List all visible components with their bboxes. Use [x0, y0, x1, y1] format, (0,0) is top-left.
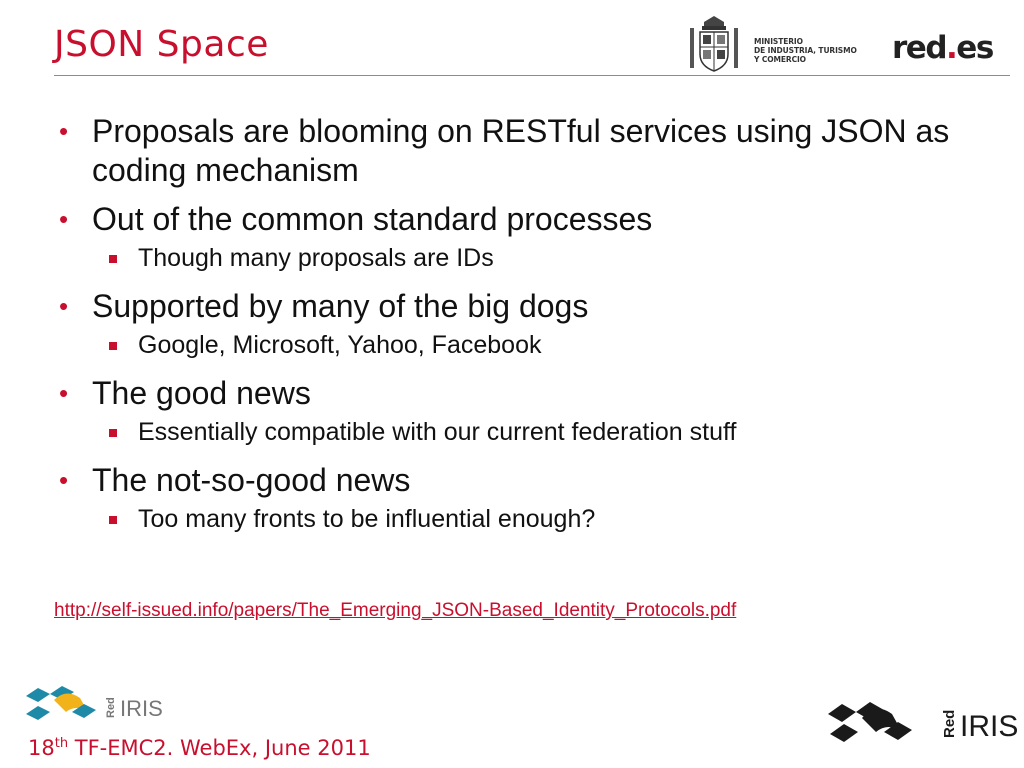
- bullet-text: The good news: [92, 375, 311, 411]
- logo-small-red-text: Red: [105, 697, 117, 718]
- redes-logo-main: red: [892, 30, 947, 66]
- ministry-line: MINISTERIO: [754, 37, 803, 46]
- ministry-name: [754, 37, 879, 64]
- ministry-logo: [688, 14, 878, 74]
- bullet-marker: •: [59, 291, 69, 321]
- bullet-item: [54, 287, 994, 326]
- rediris-logo-small: [24, 682, 164, 726]
- bullet-item: [54, 200, 994, 239]
- redes-logo-tld: es: [956, 30, 993, 66]
- footer-superscript: th: [54, 736, 69, 751]
- sub-bullet-marker: [109, 429, 117, 437]
- bullet-item: [54, 461, 994, 500]
- ministry-line: Y COMERCIO: [754, 55, 806, 64]
- bullet-marker: •: [59, 204, 69, 234]
- bullet-marker: •: [59, 465, 69, 495]
- bullet-item: [54, 112, 994, 190]
- sub-bullet-text: Though many proposals are IDs: [138, 244, 494, 272]
- slide-title: JSON Space: [54, 24, 269, 65]
- redes-logo-dot: .: [946, 30, 957, 66]
- bullet-text: The not-so-good news: [92, 462, 411, 498]
- bullet-item: [54, 374, 994, 413]
- sub-bullet-text: Too many fronts to be influential enough?: [138, 505, 596, 533]
- redes-logo: [892, 30, 993, 66]
- footer-suffix: TF-EMC2. WebEx, June 2011: [68, 736, 371, 760]
- footer-caption: [28, 736, 371, 760]
- sub-bullet-marker: [109, 342, 117, 350]
- rediris-logo-large: [826, 694, 1019, 746]
- sub-bullet-item: [54, 330, 994, 360]
- sub-bullet-text: Essentially compatible with our current federation stuff: [138, 418, 737, 446]
- bullet-text: Supported by many of the big dogs: [92, 288, 589, 324]
- ministry-line: DE INDUSTRIA, TURISMO: [754, 46, 857, 55]
- bullet-text: Proposals are blooming on RESTful services using JSON as coding mechanism: [92, 113, 950, 188]
- logo-large-red-text: Red: [941, 709, 958, 738]
- logo-large-iris-text: IRIS: [960, 710, 1019, 743]
- sub-bullet-item: [54, 243, 994, 273]
- bullet-text: Out of the common standard processes: [92, 201, 653, 237]
- footer-prefix: 18: [28, 736, 55, 760]
- sub-bullet-item: [54, 417, 994, 447]
- sub-bullet-marker: [109, 255, 117, 263]
- sub-bullet-marker: [109, 516, 117, 524]
- bullet-marker: •: [59, 378, 69, 408]
- logo-small-iris-text: IRIS: [120, 696, 163, 721]
- sub-bullet-item: [54, 504, 994, 534]
- bullet-list: [54, 112, 994, 548]
- title-divider: [54, 75, 1010, 76]
- coat-of-arms-icon: [688, 14, 740, 74]
- source-link[interactable]: http://self-issued.info/papers/The_Emerging_JSON-Based_Identity_Protocols.pdf: [54, 600, 737, 621]
- sub-bullet-text: Google, Microsoft, Yahoo, Facebook: [138, 331, 542, 359]
- bullet-marker: •: [59, 116, 69, 146]
